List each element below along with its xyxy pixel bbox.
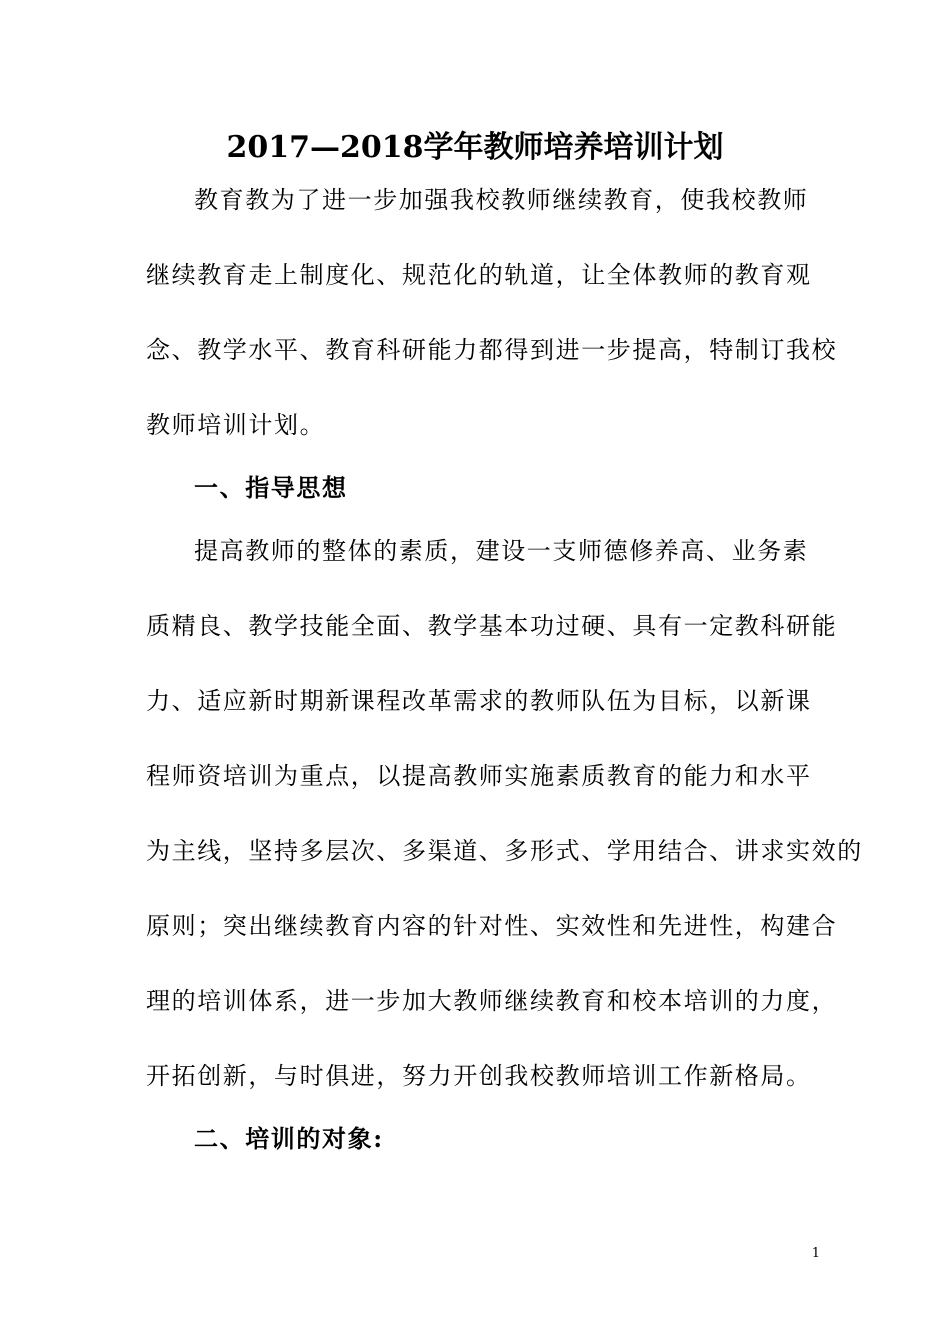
section1-line-8: 开拓创新，与时俱进，努力开创我校教师培训工作新格局。 [146,1062,812,1090]
intro-line-2: 继续教育走上制度化、规范化的轨道，让全体教师的教育观 [146,261,812,289]
section-heading-guiding-thought: 一、指导思想 [194,473,348,502]
section-heading-training-target: 二、培训的对象: [194,1124,384,1153]
intro-line-3: 念、教学水平、教育科研能力都得到进一步提高，特制订我校 [146,336,838,364]
section1-line-3: 力、适应新时期新课程改革需求的教师队伍为目标，以新课 [146,687,812,715]
document-title: 2017—2018学年教师培养培训计划 [226,130,724,165]
section1-line-4: 程师资培训为重点，以提高教师实施素质教育的能力和水平 [146,762,812,790]
page-number: 1 [811,1246,820,1261]
section1-line-7: 理的培训体系，进一步加大教师继续教育和校本培训的力度， [146,987,838,1015]
intro-line-4: 教师培训计划。 [146,411,326,439]
section1-line-5: 为主线，坚持多层次、多渠道、多形式、学用结合、讲求实效的 [146,837,863,865]
intro-line-1: 教育教为了进一步加强我校教师继续教育，使我校教师 [194,186,809,214]
section1-line-1: 提高教师的整体的素质，建设一支师德修养高、业务素 [194,537,809,565]
section1-line-2: 质精良、教学技能全面、教学基本功过硬、具有一定教科研能 [146,612,838,640]
section1-line-6: 原则；突出继续教育内容的针对性、实效性和先进性，构建合 [146,912,838,940]
